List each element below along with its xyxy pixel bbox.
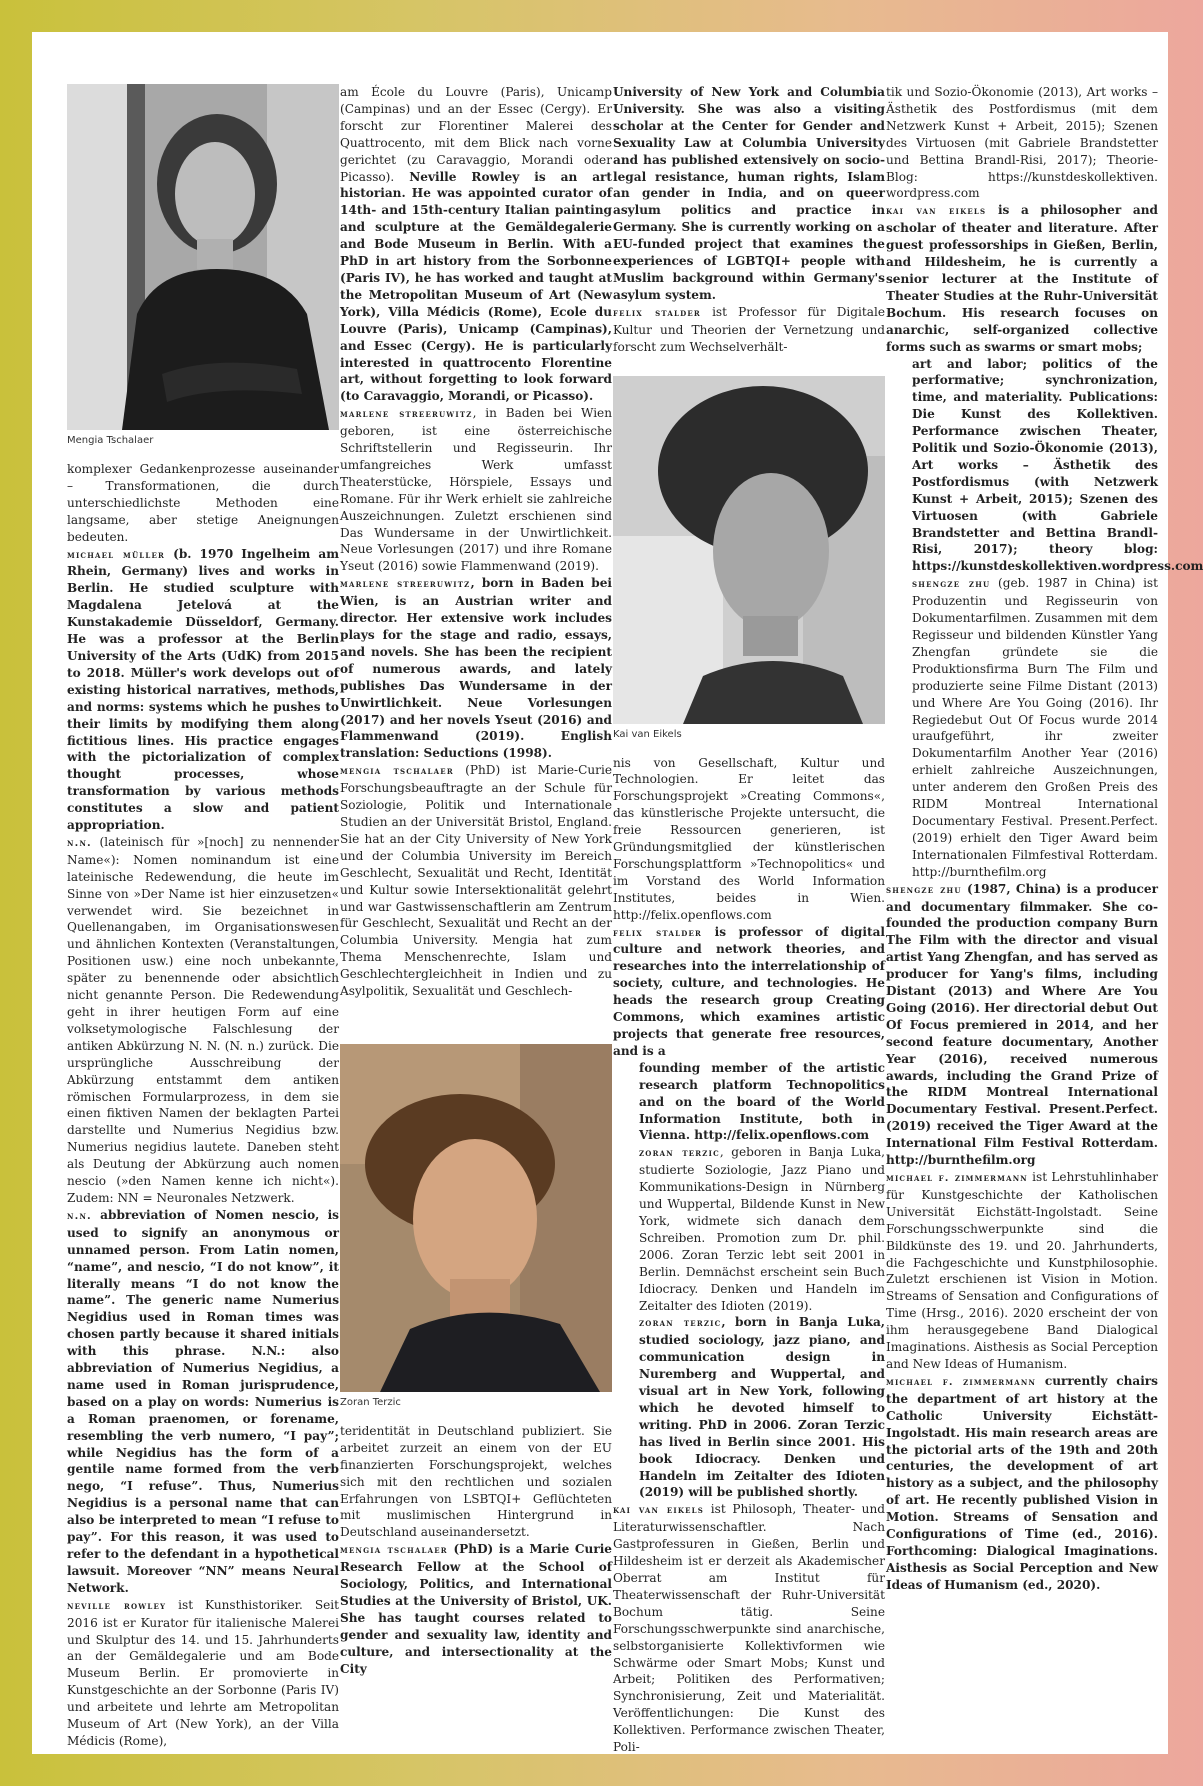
bio-paragraph: kai van eikels is a philosopher and scholar of theater and literature. After guest professorships in Gießen, Berlin, and Hildesheim, he is currently a senior lecturer at the Institute of Theater Studies at the Ruhr-Universität Bochum. His research focuses on anarchic, self-organized collective forms such as swarms or smart mobs; (886, 203, 1158, 354)
bio-paragraph: marlene streeruwitz, in Baden bei Wien geboren, ist eine österreichische Schriftstellerin und Regisseurin. Ihr umfangreiches Werk umfasst Theaterstücke, Hörspiele, Essays und Romane. Für ihr Werk erhielt sie zahlreiche Auszeichnungen. Zuletzt erschienen sind Das Wundersame in der Unwirtlichkeit. Neue Vorlesungen (2017) und ihre Romane Yseut (2016) sowie Flammenwand (2019). (340, 406, 613, 574)
photo-zoran-terzic (340, 1044, 612, 1392)
bio-paragraph: tik und Sozio-Ökonomie (2013), Art works – Ästhetik des Postfordismus (mit dem Netzwerk Kunst + Arbeit, 2015); Szenen des Virtuosen (mit Gabriele Brandstetter und Bettina Brandl-Risi, 2017); Theorie-Blog: https://kunstdeskollektiven. wordpress.com (886, 85, 1158, 201)
column-3 (613, 84, 885, 1756)
bio-paragraph: University of New York and Columbia University. She was also a visiting scholar at the Center for Gender and Sexuality Law at Columbia University and has published extensively on socio-legal resistance, human rights, Islam an gender in India, and on queer asylum politics and practice in Germany. She is currently working on a EU-funded project that examines the experiences of LGBTQI+ people with Muslim background within Germany's asylum system. (613, 85, 885, 302)
photo-caption: Mengia Tschalaer (67, 435, 154, 446)
bio-paragraph: shengze zhu (1987, China) is a producer and documentary filmmaker. She co-founded the production company Burn The Film with the director and visual artist Yang Zhengfan, and has served as producer for Yang's films, including Distant (2013) and Where Are You Going (2016). Her directorial debut Out Of Focus premiered in 2014, and her second feature documentary, Another Year (2016), received numerous awards, including the Grand Prize of the RIDM Montreal International Documentary Festival. Present.Perfect. (2019) received the Tiger Award at the International Film Festival Rotterdam. http://burnthefilm.org (886, 881, 1158, 1168)
bio-paragraph: founding member of the artistic research platform Technopolitics and on the board of the World Information Institute, both in Vienna. http://felix.openflows.com (639, 1060, 885, 1143)
column-1 (67, 84, 339, 1750)
bio-paragraph: mengia tschalaer (PhD) is a Marie Curie Research Fellow at the School of Sociology, Politics, and International Studies at the University of Bristol, UK. She has taught courses related to gender and sexuality law, identity and culture, and intersectionality at the City (340, 1542, 612, 1676)
bio-paragraph: art and labor; politics of the performative; synchronization, time, and materiality. Publications: Die Kunst des Kollektiven. Performance zwischen Theater, Politik und Sozio-Ökonomie (2013), Art works – Ästhetik des Postfordismus (with Netzwerk Kunst + Arbeit, 2015); Szenen des Virtuosen (with Gabriele Brandstetter and Bettina Brandl-Risi, 2017); theory blog: https://kunstdeskollektiven.wordpress.com (912, 356, 1203, 574)
photo-caption: Zoran Terzic (340, 1396, 401, 1408)
bio-paragraph: am École du Louvre (Paris), Unicamp (Campinas) und an der Essec (Cergy). Er forscht zur Florentiner Malerei des Quattrocento, mit dem Blick nach vorne gerichtet (zu Caravaggio, Morandi oder Picasso). Neville Rowley is an art historian. He was appointed curator of 14th- and 15th-century Italian painting and sculpture at the Gemäldegalerie and Bode Museum in Berlin. With a PhD in art history from the Sorbonne (Paris IV), he has worked and taught at the Metropolitan Museum of Art (New York), Villa Médicis (Rome), Ecole du Louvre (Paris), Unicamp (Campinas), and Essec (Cergy). He is particularly interested in quattrocento Florentine art, without forgetting to look forward (to Caravaggio, Morandi, or Picasso). (340, 85, 612, 404)
bio-paragraph: zoran terzic, born in Banja Luka, studied sociology, jazz piano, and communication design in Nuremberg and Wuppertal, and visual art in New York, following which he devoted himself to writing. PhD in 2006. Zoran Terzic has lived in Berlin since 2001. His book Idiocracy. Denken und Handeln im Zeitalter des Idioten (2019) will be published shortly. (639, 1315, 885, 1500)
bio-paragraph: mengia tschalaer (PhD) ist Marie-Curie Forschungsbeauftragte an der Schule für Soziologie, Politik und Internationale Studien an der Universität Bristol, England. Sie hat an der City University of New York und der Columbia University im Bereich Geschlecht, Sexualität und Recht, Identität und Kultur sowie Intersektionalität gelehrt und war Gastwissenschaftlerin am Zentrum für Geschlecht, Sexualität und Recht an der Columbia University. Mengia hat zum Thema Menschenrechte, Islam und Geschlechtergleichheit in Indien und zu Asylpolitik, Sexualität und Geschlech- (340, 763, 612, 999)
bio-paragraph: michael f. zimmermann ist Lehrstuhlinhaber für Kunstgeschichte der Katholischen Universität Eichstätt-Ingolstadt. Seine Forschungsschwerpunkte sind die Bildkünste des 19. und 20. Jahrhunderts, die Fachgeschichte und Kunstphilosophie. Zuletzt erschienen ist Vision in Motion. Streams of Sensation and Configurations of Time (Hrsg., 2016). 2020 erscheint der von ihm herausgegebene Band Dialogical Imaginations. Aisthesis as Social Perception and New Ideas of Humanism. (886, 1170, 1158, 1371)
bio-paragraph: n.n. (lateinisch für »[noch] zu nennender Name«): Nomen nominandum ist eine lateinische Redewendung, die heute im Sinne von »Der Name ist hier einzusetzen« verwendet wird. Sie bezeichnet in Quellenangaben, im Organisationswesen und ähnlichen Kontexten (Veranstaltungen, Positionen usw.) eine noch unbekannte, später zu benennende oder absichtlich nicht genannte Person. Die Redewendung geht in ihrer heutigen Form auf eine volksetymologische Falschlesung der antiken Abkürzung N. N. (N. n.) zurück. Die ursprüngliche Ausschreibung der Abkürzung entstammt dem antiken römischen Formularprozess, in dem sie einen fiktiven Namen der beklagten Partei darstellte und Numerius Negidius bzw. Numerius negidius lautete. Daneben steht als Deutung der Abkürzung auch nomen nescio (»den Namen kenne ich nicht«). Zudem: NN = Neuronales Netzwerk. (67, 834, 339, 1205)
bio-paragraph: teridentität in Deutschland publiziert. Sie arbeitet zurzeit an einem von der EU finanzierten Forschungsprojekt, welches sich mit den rechtlichen und sozialen Erfahrungen von LSBTQI+ Geflüchteten mit muslimischen Hintergrund in Deutschland auseinandersetzt. (340, 1423, 612, 1540)
column-2 (340, 84, 612, 1678)
portrait-image (67, 84, 339, 430)
bio-paragraph: marlene streeruwitz, born in Baden bei Wien, is an Austrian writer and director. Her extensive work includes plays for the stage and radio, essays, and novels. She has been the recipient of numerous awards, and lately publishes Das Wundersame in der Unwirtlichkeit. Neue Vorlesungen (2017) and her novels Yseut (2016) and Flammenwand (2019). English translation: Seductions (1998). (340, 576, 612, 761)
bio-paragraph: komplexer Gedankenprozesse auseinander – Transformationen, die durch unterschiedlichste Methoden eine langsame, aber stetige Aneignungen bedeuten. (67, 462, 339, 544)
bio-paragraph: nis von Gesellschaft, Kultur und Technologien. Er leitet das Forschungsprojekt »Creating Commons«, das künstlerische Projekte untersucht, die freie Ressourcen generieren, ist Gründungsmitglied der künstlerischen Forschungsplattform »Technopolitics« und im Vorstand des World Information Institutes, beides in Wien. http://felix.openflows.com (613, 755, 885, 922)
bio-paragraph: shengze zhu (geb. 1987 in China) ist Produzentin und Regisseurin von Dokumentarfilmen. Zusammen mit dem Regisseur und bildenden Künstler Yang Zhengfan gründete sie die Produktionsfirma Burn The Film und produzierte seine Filme Distant (2013) und Where Are You Going (2016). Ihr Regiedebut Out Of Focus wurde 2014 uraufgeführt, ihr zweiter Dokumentarfilm Another Year (2016) erhielt zahlreiche Auszeichnungen, unter anderem den Großen Preis des RIDM Montreal International Documentary Festival. Present.Perfect. (2019) erhielt den Tiger Award beim Internationalen Filmfestival Rotterdam. http://burnthefilm.org (912, 576, 1158, 879)
bio-paragraph: michael f. zimmermann currently chairs the department of art history at the Catholic University Eichstätt-Ingolstadt. His main research areas are the pictorial arts of the 19th and 20th centuries, the development of art history as a subject, and the philosophy of art. He recently published Vision in Motion. Streams of Sensation and Configurations of Time (ed., 2016). Forthcoming: Dialogical Imaginations. Aisthesis as Social Perception and New Ideas of Humanism (ed., 2020). (886, 1373, 1158, 1592)
photo-mengia-tschalaer (67, 84, 339, 430)
magazine-page (32, 32, 1203, 1755)
bio-paragraph: felix stalder is professor of digital culture and network theories, and researches into the interrelationship of society, culture, and technologies. He heads the research group Creating Commons, which examines artistic projects that generate free resources, and is a (613, 924, 885, 1058)
bio-paragraph: kai van eikels ist Philosoph, Theater- und Literaturwissenschaftler. Nach Gastprofessuren in Gießen, Berlin und Hildesheim ist er derzeit als Akademischer Oberrat am Institut für Theaterwissenschaft der Ruhr-Universität Bochum tätig. Seine Forschungsschwerpunkte sind anarchische, selbstorganisierte Kollektivformen wie Schwärme oder Smart Mobs; Kunst und Arbeit; Politiken des Performativen; Synchronisierung, Zeit und Materialität. Veröffentlichungen: Die Kunst des Kollektiven. Performance zwischen Theater, Poli- (613, 1502, 885, 1755)
bio-paragraph: michael müller (b. 1970 Ingelheim am Rhein, Germany) lives and works in Berlin. He studied sculpture with Magdalena Jetelová at the Kunstakademie Düsseldorf, Germany. He was a professor at the Berlin University of the Arts (UdK) from 2015 to 2018. Müller's work develops out of existing historical narratives, methods, and norms: systems which he pushes to their limits by modifying them along fictitious lines. His practice engages with the pictorialization of complex thought processes, whose transformation by various methods constitutes a slow and patient appropriation. (67, 546, 339, 833)
bio-paragraph: zoran terzic, geboren in Banja Luka, studierte Soziologie, Jazz Piano und Kommunikations-Design in Nürnberg und Wuppertal, Bildende Kunst in New York, widmete sich danach dem Schreiben. Promotion zum Dr. phil. 2006. Zoran Terzic lebt seit 2001 in Berlin. Demnächst erscheint sein Buch Idiocracy. Denken und Handeln im Zeitalter des Idioten (2019). (639, 1145, 886, 1313)
column-4 (886, 84, 1203, 1594)
bio-paragraph: neville rowley ist Kunsthistoriker. Seit 2016 ist er Kurator für italienische Malerei und Skulptur des 14. und 15. Jahrhunderts an der Gemäldegalerie und am Bode Museum Berlin. Er promovierte in Kunstgeschichte an der Sorbonne (Paris IV) und arbeitete und lehrte am Metropolitan Museum of Art (New York), an der Villa Médicis (Rome), (67, 1597, 340, 1748)
bio-paragraph: felix stalder ist Professor für Digitale Kultur und Theorien der Vernetzung und forscht zum Wechselverhält- (613, 304, 885, 354)
photo-caption: Kai van Eikels (613, 728, 682, 740)
portrait-image (613, 376, 885, 724)
bio-paragraph: n.n. abbreviation of Nomen nescio, is used to signify an anonymous or unnamed person. From Latin nomen, “name”, and nescio, “I do not know”, it literally means “I do not know the name”. The generic name Numerius Negidius used in Roman times was chosen partly because it shared initials with this phrase. N.N.: also abbreviation of Numerius Negidius, a name used in Roman jurisprudence, based on a play on words: Numerius is a Roman praenomen, or forename, resembling the verb numero, “I pay”; while Negidius has the form of a gentile name formed from the verb nego, “I refuse”. Thus, Numerius Negidius is a personal name that can also be interpreted to mean “I refuse to pay”. For this reason, it was used to refer to the defendant in a hypothetical lawsuit. Moreover “NN” means Neural Network. (67, 1207, 339, 1595)
photo-kai-van-eikels (613, 376, 885, 724)
portrait-image (340, 1044, 612, 1392)
